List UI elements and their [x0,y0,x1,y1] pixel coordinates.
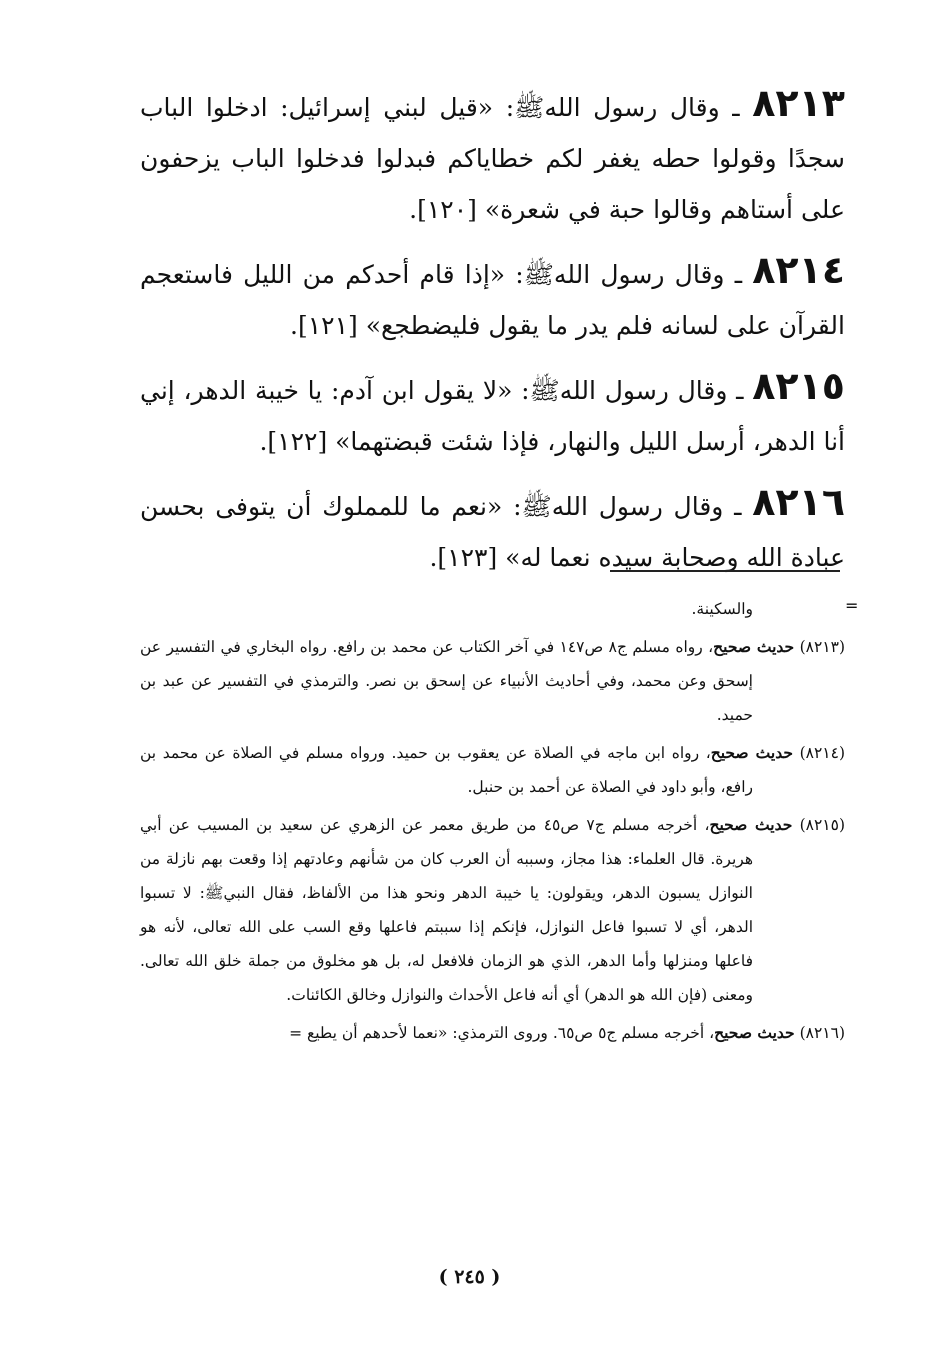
hadith-text: وقال رسول اللهﷺ: «نعم ما للمملوك أن يتوفى بحسن عبادة الله وصحابة سيده نعما له» [١٢٣]. [140,492,845,572]
footnote-item [140,736,845,804]
footnote-label: (٨٢١٣) [799,638,845,656]
footnote-label: (٨٢١٤) [799,744,845,762]
hadith-text: وقال رسول اللهﷺ: «قيل لبني إسرائيل: ادخلوا الباب سجدًا وقولوا حطه يغفر لكم خطاياكم فبدلوا فدخلوا الباب يزحفون على أستاهم وقالوا حبة في شعرة» [١٢٠]. [140,93,845,224]
footnotes-section [140,592,845,1054]
hadith-separator: ـ [724,260,753,289]
hadith-entry [140,78,845,235]
footnote-grade: حديث صحيح [713,637,795,656]
footnote-separator-line [610,570,840,572]
footnote-item [140,1016,845,1050]
hadith-text: وقال رسول اللهﷺ: «لا يقول ابن آدم: يا خيبة الدهر، إني أنا الدهر، أرسل الليل والنهار، فإذا شئت قبضتهما» [١٢٢]. [140,376,845,456]
footnote-text: ، رواه ابن ماجه في الصلاة عن يعقوب بن حميد. ورواه مسلم في الصلاة عن محمد بن رافع، وأبو داود في الصلاة عن أحمد بن حنبل. [140,744,753,796]
footnote-text: ، أخرجه مسلم ج٧ ص٤٥ من طريق معمر عن الزهري عن سعيد بن المسيب عن أبي هريرة. قال العلماء: هذا مجاز، وسببه أن العرب كان من شأنهم وعادتهم إذا وقعت بهم نازلة من النوازل يسبون الدهر، ويقولون: يا خيبة الدهر ونحو هذا من الألفاظ، فقال النبيﷺ: لا تسبوا الدهر، أي لا تسبوا فاعل النوازل، فإنكم إذا سببتم فاعلها وقع السب على الله تعالى، لأنه هو فاعلها ومنزلها وأما الدهر، الذي هو الزمان فلافعل له، بل هو مخلوق من جملة خلق الله تعالى. ومعنى (فإن الله هو الدهر) أي أنه فاعل الأحداث والنوازل وخالق الكائنات. [140,816,753,1004]
footnote-label: (٨٢١٦) [799,1024,845,1042]
footnote-item [140,808,845,1012]
footnote-grade: حديث صحيح [709,815,793,834]
hadith-separator: ـ [723,492,753,521]
hadith-entry [140,361,845,467]
hadith-entry [140,477,845,583]
footnote-item [140,630,845,732]
continuation-mark: = [845,596,859,615]
footnote-text: ، أخرجه مسلم ج٥ ص٦٥. وروى الترمذي: «نعما لأحدهم أن يطيع [306,1024,715,1042]
footnote-grade: حديث صحيح [710,743,793,762]
hadith-entry [140,245,845,351]
hadith-number: ٨٢١٤ [752,248,846,292]
footnote-grade: حديث صحيح [714,1023,795,1042]
hadith-number: ٨٢١٣ [752,81,845,125]
hadith-number: ٨٢١٥ [752,364,845,408]
hadith-section [140,78,845,593]
hadith-separator: ـ [727,376,753,405]
footnote-continuation: والسكينة. [691,600,753,618]
footnote-label: (٨٢١٥) [799,816,846,834]
footnote-trail: = [289,1024,307,1042]
hadith-number: ٨٢١٦ [752,480,846,524]
hadith-text: وقال رسول اللهﷺ: «إذا قام أحدكم من الليل فاستعجم القرآن على لسانه فلم يدر ما يقول فليضطجع» [١٢١]. [140,260,845,340]
page-number: ( ٢٤٥ ) [438,1266,501,1288]
footnote-text: ، رواه مسلم ج٨ ص١٤٧ في آخر الكتاب عن محمد بن رافع. رواه البخاري في التفسير عن إسحق وعن محمد، وفي أحاديث الأنبياء عن إسحق بن نصر. والترمذي في التفسير عن عبد بن حميد. [140,638,753,724]
hadith-separator: ـ [719,93,753,122]
